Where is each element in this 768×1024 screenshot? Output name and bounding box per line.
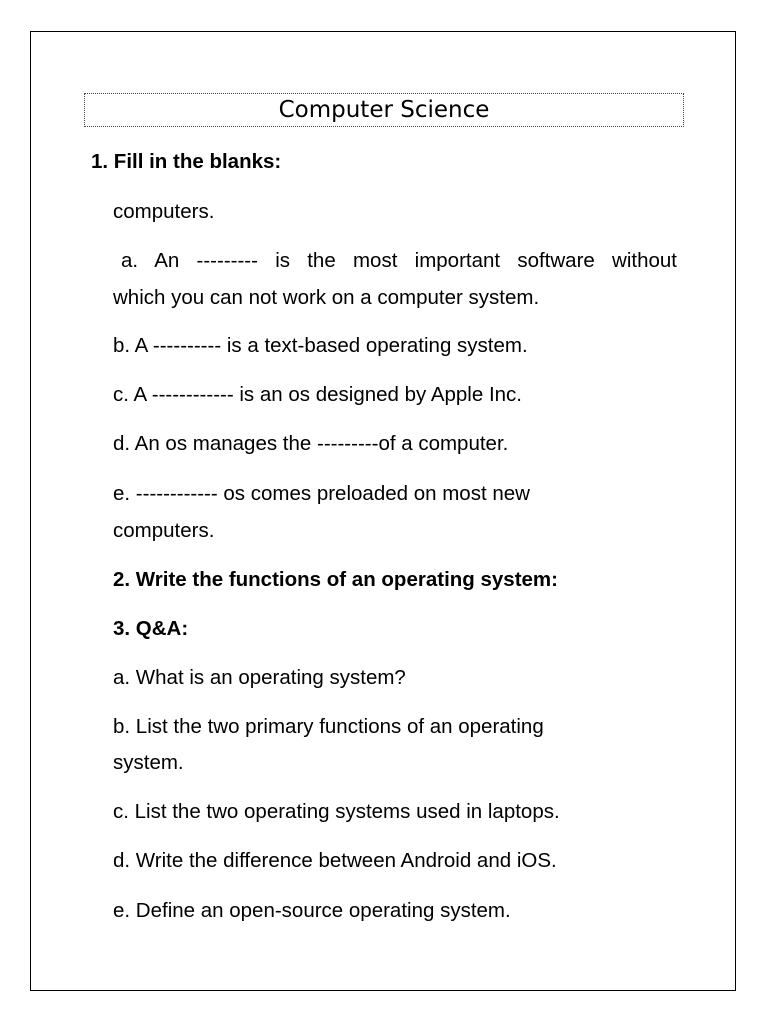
stray-text: computers. xyxy=(113,200,215,223)
blank-b: b. A ---------- is a text-based operating system. xyxy=(113,334,528,357)
blank-c: c. A ------------ is an os designed by Apple Inc. xyxy=(113,383,522,406)
document-title: Computer Science xyxy=(84,93,684,127)
section3-heading: 3. Q&A: xyxy=(113,617,189,640)
blank-e-line2: computers. xyxy=(113,519,215,542)
blank-d: d. An os manages the ---------of a computer. xyxy=(113,432,509,455)
blank-e-line1: e. ------------ os comes preloaded on most new xyxy=(113,482,530,505)
qa-c: c. List the two operating systems used in laptops. xyxy=(113,800,560,823)
qa-b-line2: system. xyxy=(113,751,184,774)
blank-a-line1: a. An --------- is the most important software without xyxy=(121,249,677,272)
section1-heading: 1. Fill in the blanks: xyxy=(91,150,282,173)
blank-a-line2: which you can not work on a computer system. xyxy=(113,286,540,309)
qa-e: e. Define an open-source operating system. xyxy=(113,899,511,922)
qa-d: d. Write the difference between Android and iOS. xyxy=(113,849,557,872)
qa-a: a. What is an operating system? xyxy=(113,666,406,689)
section2-heading: 2. Write the functions of an operating system: xyxy=(113,568,558,591)
qa-b-line1: b. List the two primary functions of an operating xyxy=(113,715,544,738)
document-page xyxy=(30,31,736,991)
